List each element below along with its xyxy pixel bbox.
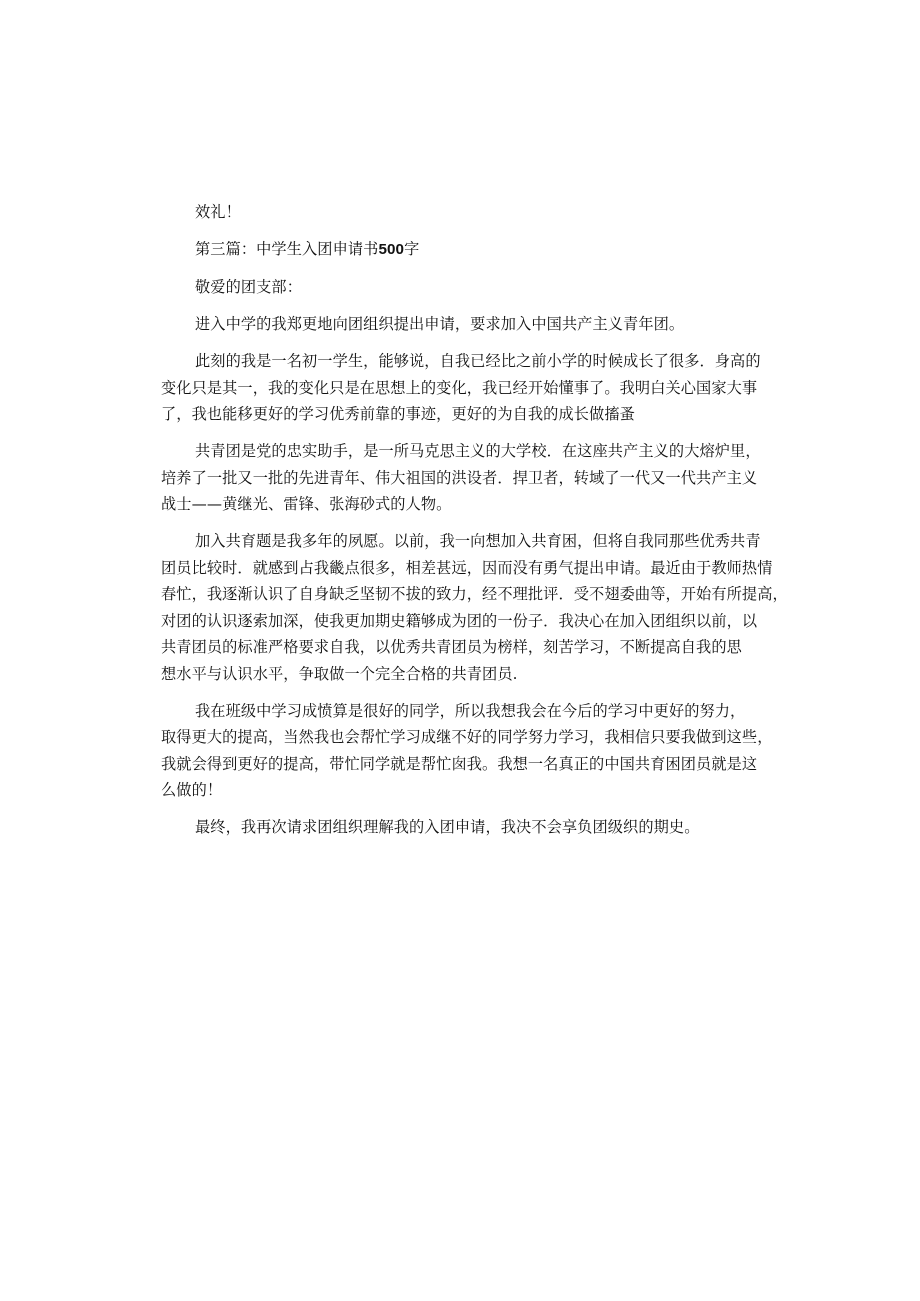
paragraph-line: 培养了一批又一批的先进青年、伟大祖国的洪设者．捍卫者，转域了一代又一代共产主义 [161, 468, 758, 487]
paragraph-line: 共青团员的标准严格要求自我，以优秀共青团员为榜样，刻苦学习，不断提高自我的思 [161, 638, 742, 656]
paragraph-line: 对团的认识逐索加深，使我更加期史籍够成为团的一份子．我决心在加入团组织以前，以 [161, 611, 758, 630]
paragraph-line: 此刻的我是一名初一学生，能够说，自我已经比之前小学的时候成长了很多．身高的 [195, 352, 761, 370]
section-heading [161, 236, 761, 264]
paragraph-line: 团员比较时．就感到占我畿点很多，相差甚远，因而没有勇气提出申请。最近由于教师热情 [161, 558, 773, 577]
section-heading-suffix: 字 [404, 240, 420, 258]
paragraph-6 [161, 814, 761, 841]
document-body [161, 199, 788, 841]
paragraph-line: 我在班级中学习成愤算是很好的同学，所以我想我会在今后的学习中更好的努力， [195, 701, 746, 720]
paragraph-3 [161, 438, 761, 518]
salutation: 敬爱的团支部： [195, 278, 303, 296]
paragraph-1 [161, 311, 761, 338]
paragraph-2 [161, 348, 761, 428]
paragraph-line: 春忙，我逐渐认识了自身缺乏坚韧不拔的致力，经不理批评．受不翅委曲等，开始有所提高， [161, 585, 788, 603]
paragraph-line: 么做的！ [161, 781, 223, 799]
paragraph-line: 战士——黄继光、雷锋、张海砂式的人物。 [161, 495, 452, 513]
paragraph-line: 共青团是党的忠实助手，是一所马克思主义的大学校．在这座共产主义的大熔炉里， [195, 442, 761, 460]
section-heading-prefix: 第三篇：中学生入团申请书 [195, 240, 379, 258]
paragraph-line: 最终，我再次请求团组织理解我的入团申请，我决不会享负团级织的期史。 [195, 818, 700, 836]
paragraph-5 [161, 698, 773, 804]
paragraph-line: 了，我也能移更好的学习优秀前靠的事迹，更好的为自我的成长做搐蚤 [161, 405, 635, 423]
paragraph-line: 想水平与认识水平，争取做一个完全合格的共青团员. [161, 664, 518, 683]
paragraph-4 [161, 528, 788, 687]
paragraph-line: 加入共育题是我多年的夙愿。以前，我一向想加入共育困，但将自我同那些优秀共青 [195, 532, 761, 550]
paragraph-line: 取得更大的提高，当然我也会帮忙学习成继不好的同学努力学习，我相信只要我做到这些， [161, 728, 773, 746]
section-heading-number: 500 [378, 241, 405, 258]
paragraph-line: 变化只是其一，我的变化只是在思想上的变化，我已经开始懂事了。我明白关心国家大事 [161, 378, 758, 397]
paragraph-line: 我就会得到更好的提高，带忙同学就是帮忙囱我。我想一名真正的中国共育困团员就是这 [161, 754, 758, 773]
paragraph-line: 进入中学的我郑更地向团组织提出申请，要求加入中国共产主义青年团。 [195, 315, 685, 333]
closing-line: 效礼！ [195, 203, 241, 221]
